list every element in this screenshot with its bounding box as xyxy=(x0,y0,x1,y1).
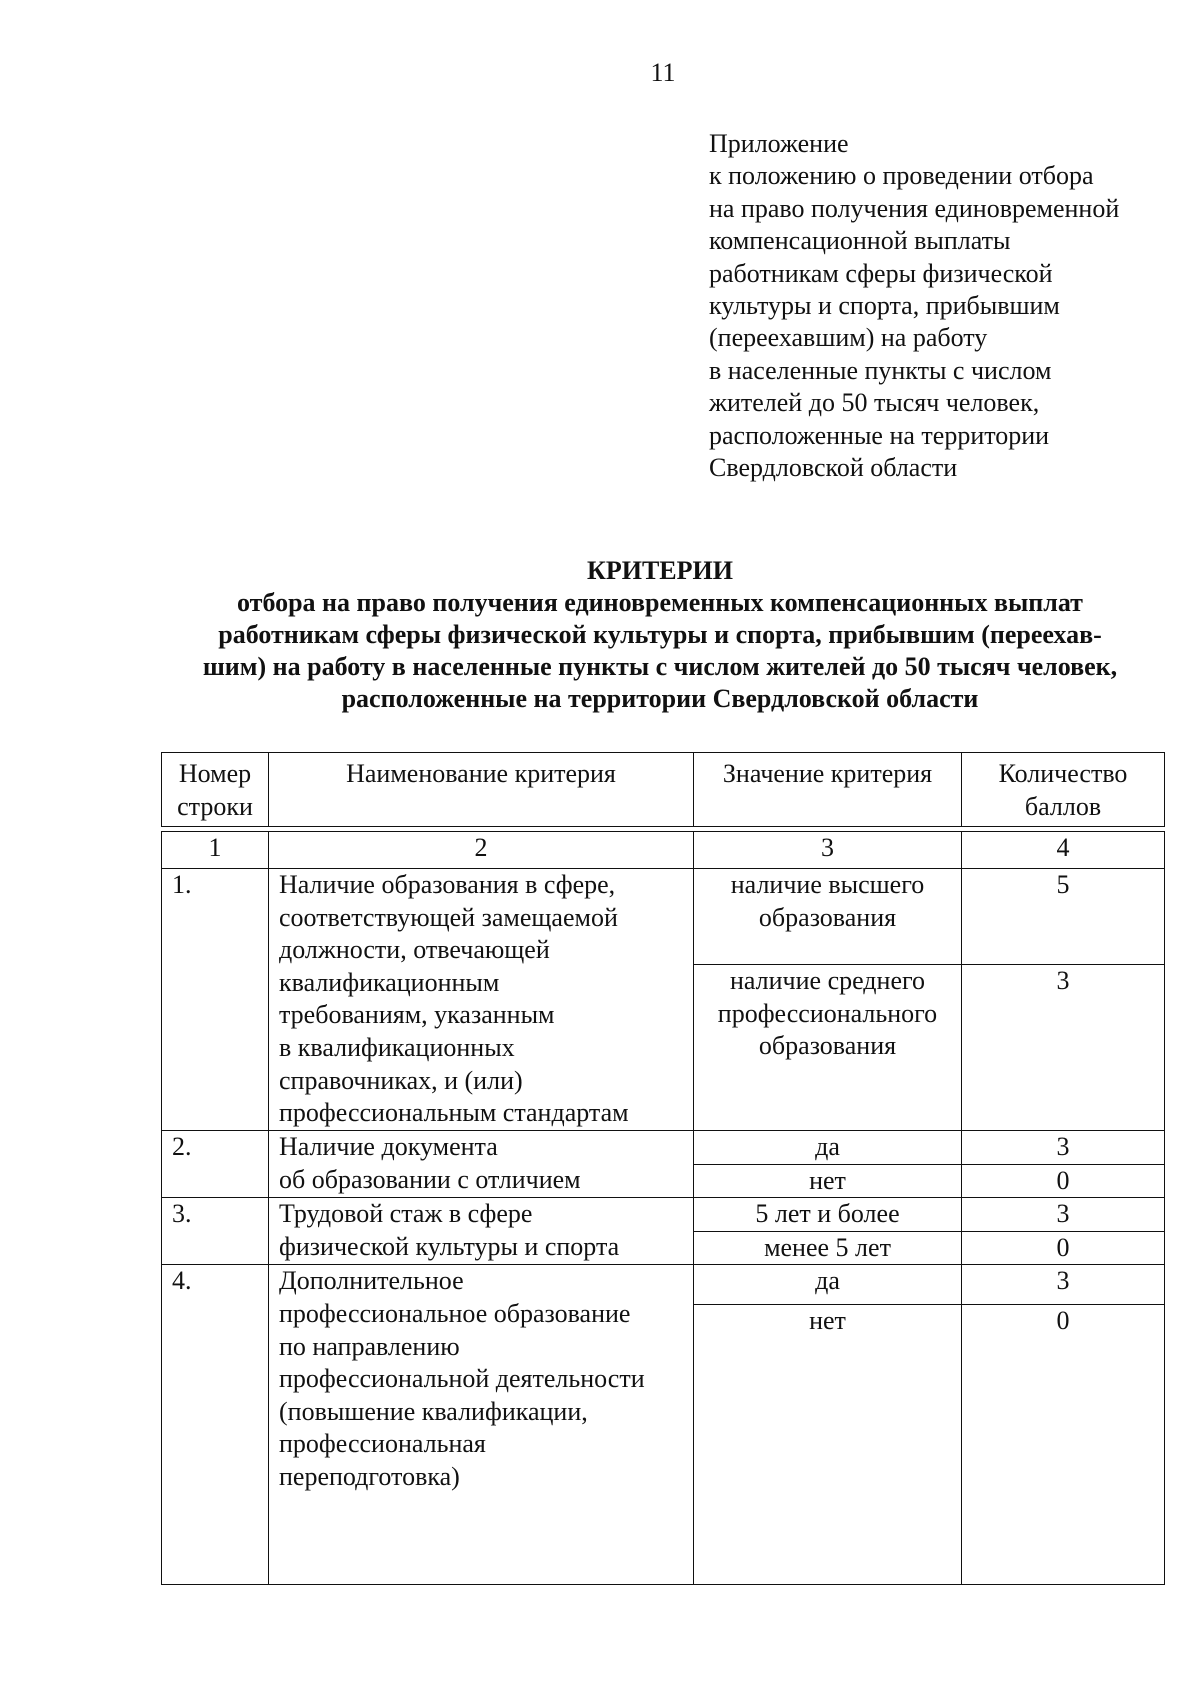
criterion-value: да xyxy=(694,1131,962,1165)
criterion-points: 3 xyxy=(962,1131,1165,1165)
criterion-name-line: переподготовка) xyxy=(279,1461,460,1491)
criterion-name-line: профессиональная xyxy=(279,1429,486,1459)
appendix-line: расположенные на территории xyxy=(709,420,1050,450)
appendix-line: на право получения единовременной xyxy=(709,193,1120,223)
document-title: КРИТЕРИИ xyxy=(587,556,733,585)
appendix-note xyxy=(709,128,1179,484)
criterion-name-line: должности, отвечающей xyxy=(279,935,550,965)
criterion-value xyxy=(694,965,962,1131)
criterion-name-line: Дополнительное xyxy=(279,1266,464,1296)
header-row-number xyxy=(162,753,269,827)
appendix-line: культуры и спорта, прибывшим xyxy=(709,291,1060,321)
criterion-value-line: образования xyxy=(758,902,897,932)
column-number: 2 xyxy=(269,832,694,869)
criterion-name-line: об образовании с отличием xyxy=(279,1164,581,1194)
appendix-line: Приложение xyxy=(709,129,849,158)
column-number: 3 xyxy=(694,832,962,869)
criteria-table-header xyxy=(161,752,1165,827)
criterion-name-line: профессиональное образование xyxy=(279,1298,631,1328)
criterion-value-line: наличие среднего xyxy=(729,966,926,995)
appendix-line: компенсационной выплаты xyxy=(709,226,1011,256)
criterion-name-line: профессиональной деятельности xyxy=(279,1364,645,1394)
criterion-value: нет xyxy=(694,1164,962,1198)
criterion-points: 3 xyxy=(962,1198,1165,1232)
criterion-name xyxy=(269,869,694,1131)
table-row xyxy=(162,869,1165,965)
appendix-line: работникам сферы физической xyxy=(709,258,1053,288)
criterion-name-line: по направлению xyxy=(279,1331,460,1361)
criterion-value: 5 лет и более xyxy=(694,1198,962,1232)
row-number: 2. xyxy=(162,1131,269,1198)
header-text: баллов xyxy=(1024,791,1102,821)
appendix-line: жителей до 50 тысяч человек, xyxy=(709,388,1040,418)
table-row xyxy=(162,1198,1165,1232)
criterion-name xyxy=(269,1131,694,1198)
page-number: 11 xyxy=(650,58,676,87)
criterion-points: 5 xyxy=(962,869,1165,965)
criterion-value xyxy=(694,869,962,965)
criterion-value: да xyxy=(694,1265,962,1305)
criterion-name-line: физической культуры и спорта xyxy=(279,1231,620,1261)
criteria-table xyxy=(161,831,1165,1585)
header-points xyxy=(962,753,1165,827)
document-title-block xyxy=(150,555,1170,715)
header-text: Наименование критерия xyxy=(346,759,616,788)
table-row xyxy=(162,1131,1165,1165)
column-number-row xyxy=(162,832,1165,869)
appendix-line: в населенные пункты с числом xyxy=(709,355,1052,385)
row-number: 1. xyxy=(162,869,269,1131)
criterion-name-line: в квалификационных xyxy=(279,1032,515,1062)
criterion-points: 0 xyxy=(962,1164,1165,1198)
header-text: Количество xyxy=(998,759,1128,788)
criterion-name xyxy=(269,1198,694,1265)
row-number: 4. xyxy=(162,1265,269,1585)
column-number: 1 xyxy=(162,832,269,869)
header-criterion-value xyxy=(694,753,962,827)
table-row xyxy=(162,1265,1165,1305)
criterion-name xyxy=(269,1265,694,1585)
criterion-name-line: Наличие документа xyxy=(279,1132,498,1161)
criterion-name-line: Трудовой стаж в сфере xyxy=(279,1199,533,1229)
criterion-value-line: наличие высшего xyxy=(730,870,925,899)
column-number: 4 xyxy=(962,832,1165,869)
appendix-line: (переехавшим) на работу xyxy=(709,323,988,353)
criterion-name-line: справочниках, и (или) xyxy=(279,1065,523,1095)
subtitle-line: расположенные на территории Свердловской области xyxy=(341,684,979,713)
criterion-value-line: образования xyxy=(758,1031,897,1061)
header-text: Номер xyxy=(178,759,252,788)
subtitle-line: работникам сферы физической культуры и спорта, прибывшим (переехав- xyxy=(218,620,1102,649)
criterion-value-line: профессионального xyxy=(717,998,938,1028)
criterion-value: нет xyxy=(694,1305,962,1585)
subtitle-line: шим) на работу в населенные пункты с числом жителей до 50 тысяч человек, xyxy=(202,652,1118,681)
criterion-points: 0 xyxy=(962,1231,1165,1265)
row-number: 3. xyxy=(162,1198,269,1265)
header-text: Значение критерия xyxy=(722,759,933,788)
criterion-name-line: (повышение квалификации, xyxy=(279,1396,588,1426)
criterion-name-line: соответствующей замещаемой xyxy=(279,902,618,932)
criterion-value: менее 5 лет xyxy=(694,1231,962,1265)
criterion-name-line: требованиям, указанным xyxy=(279,1000,555,1030)
subtitle-line: отбора на право получения единовременных компенсационных выплат xyxy=(237,588,1083,617)
criterion-points: 3 xyxy=(962,965,1165,1131)
appendix-line: к положению о проведении отбора xyxy=(709,161,1094,191)
header-criterion-name xyxy=(269,753,694,827)
header-text: строки xyxy=(177,791,253,821)
criterion-points: 3 xyxy=(962,1265,1165,1305)
criterion-name-line: Наличие образования в сфере, xyxy=(279,870,616,899)
appendix-line: Свердловской области xyxy=(709,453,958,483)
criterion-name-line: квалификационным xyxy=(279,967,500,997)
criterion-points: 0 xyxy=(962,1305,1165,1585)
criterion-name-line: профессиональным стандартам xyxy=(279,1098,629,1128)
